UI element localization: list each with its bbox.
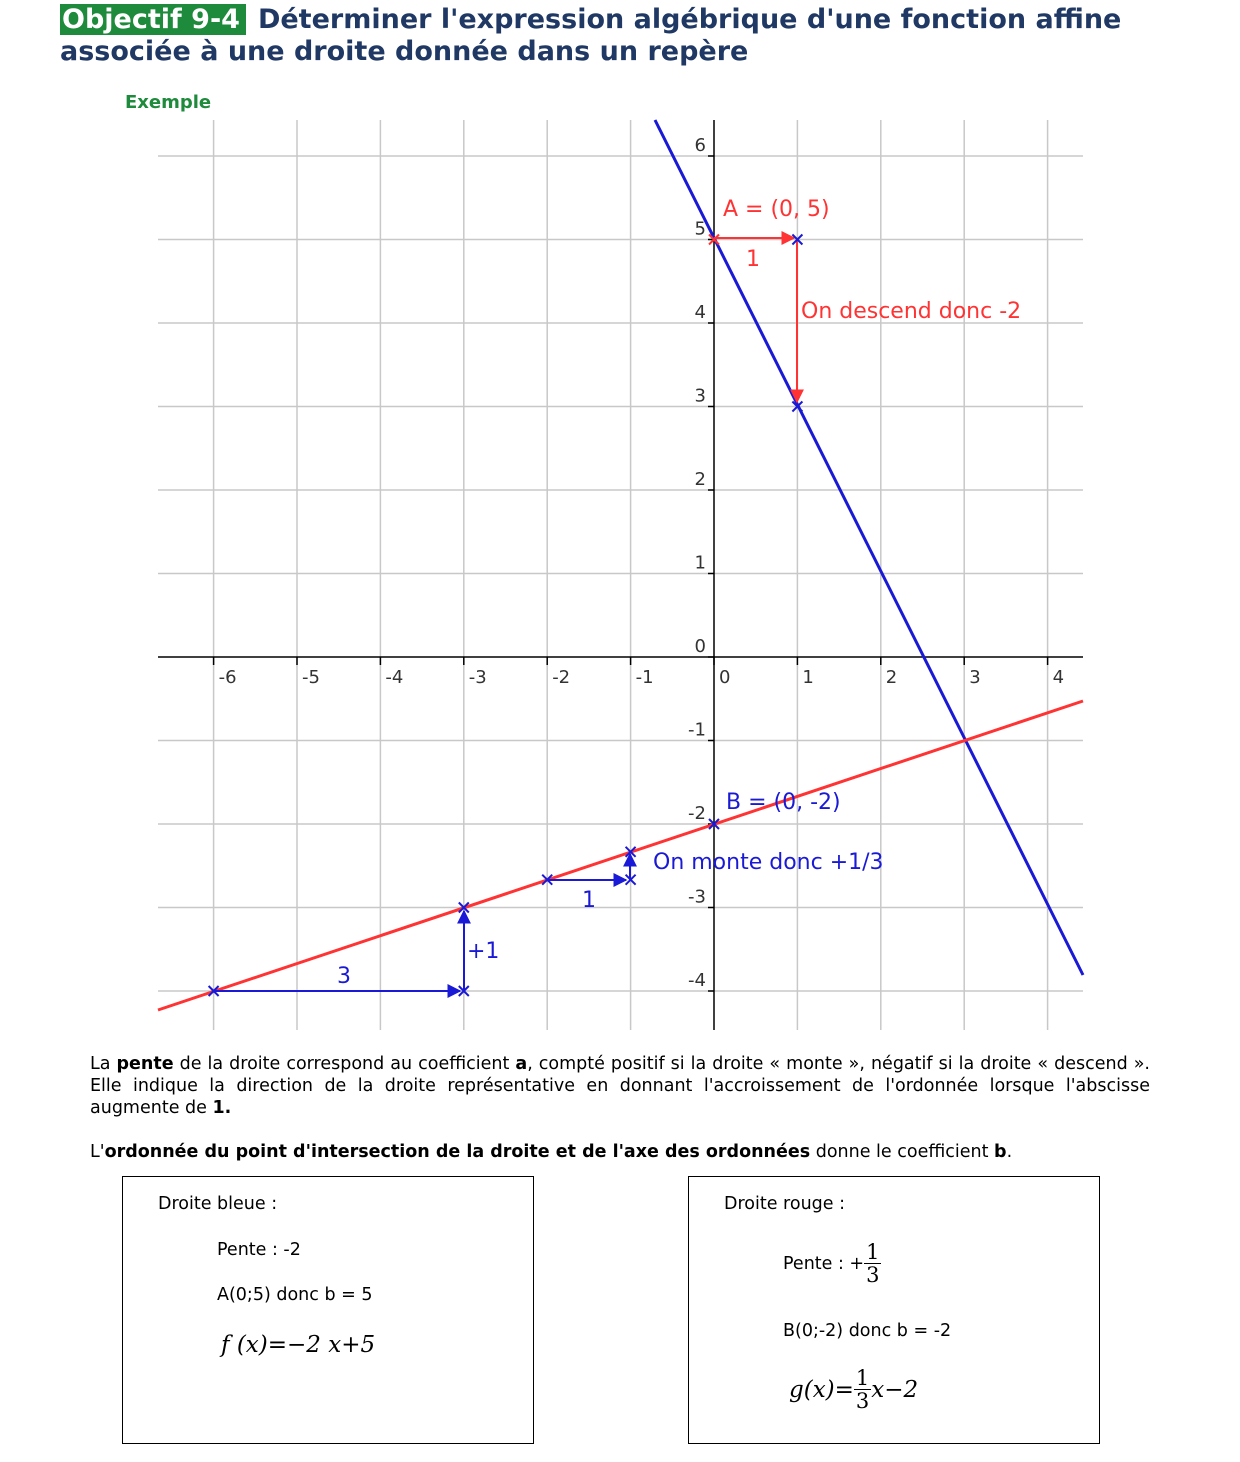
y-tick-label: -4 (688, 970, 706, 991)
blue-box-title: Droite bleue : (158, 1194, 278, 1214)
y-tick-label: 2 (694, 469, 706, 490)
red-run-label: 1 (746, 247, 760, 272)
x-tick-label: -1 (635, 667, 654, 688)
y-tick-label: 0 (694, 636, 706, 657)
blue-rise-text: On monte donc +1/3 (653, 850, 884, 875)
blue-slope: Pente : -2 (217, 1240, 301, 1260)
red-drop-label: On descend donc -2 (801, 299, 1022, 324)
example-label: Exemple (125, 92, 212, 113)
x-tick-label: -6 (218, 667, 237, 688)
paragraph-intercept: L'ordonnée du point d'intersection de la droite et de l'axe des ordonnées donne le coefficient b. (90, 1142, 1013, 1162)
y-tick-label: 1 (694, 552, 706, 574)
paragraph-slope: La pente de la droite correspond au coefficient a, compté positif si la droite « monte », négatif si la droite « descend ». Elle indique la direction de la droite représentative en donnant l'accroissement de l'ordonnée lorsque l'abscisse augmente de 1. (90, 1054, 1150, 1118)
red-formula: g(x)= $\frac{1}{3}$ x−2 (789, 1366, 919, 1413)
y-tick-label: -1 (688, 719, 706, 741)
blue-rise-label: +1 (467, 939, 500, 964)
red-box-title: Droite rouge : (724, 1194, 845, 1214)
title-text: Déterminer l'expression algébrique d'une fonction affine associée à une droite donnée dans un repère (60, 4, 1122, 67)
blue-intercept: A(0;5) donc b = 5 (217, 1285, 373, 1305)
blue-line-box (122, 1176, 534, 1444)
x-tick-label: 1 (802, 667, 814, 688)
red-line-box (688, 1176, 1100, 1444)
x-tick-label: -2 (552, 667, 571, 688)
red-intercept: B(0;-2) donc b = -2 (783, 1321, 952, 1341)
y-tick-label: -3 (688, 886, 706, 908)
x-tick-label: -4 (385, 667, 404, 688)
point-a-label: A = (0, 5) (723, 197, 830, 222)
blue-formula: f (x)=−2 x+5 (221, 1332, 376, 1358)
blue-run3-label: 3 (337, 964, 351, 989)
x-tick-label: 3 (969, 667, 981, 688)
x-tick-label: 0 (719, 667, 731, 688)
objective-badge: Objectif 9-4 (60, 4, 246, 35)
y-tick-label: 3 (694, 385, 706, 407)
x-tick-label: 2 (885, 667, 898, 688)
blue-run-label: 1 (582, 888, 596, 913)
blue-line (655, 120, 1083, 975)
y-tick-label: 6 (694, 135, 706, 156)
x-tick-label: -3 (468, 667, 487, 688)
y-tick-label: 4 (694, 302, 706, 323)
x-tick-label: -5 (302, 667, 320, 688)
red-slope: Pente : + $\frac{1}{3}$ (783, 1240, 880, 1287)
x-tick-label: 4 (1052, 667, 1065, 688)
y-tick-label: -2 (688, 803, 706, 824)
grid-lines (158, 120, 1083, 1030)
point-b-label: B = (0, -2) (726, 790, 841, 815)
y-tick-label: 5 (694, 218, 706, 240)
